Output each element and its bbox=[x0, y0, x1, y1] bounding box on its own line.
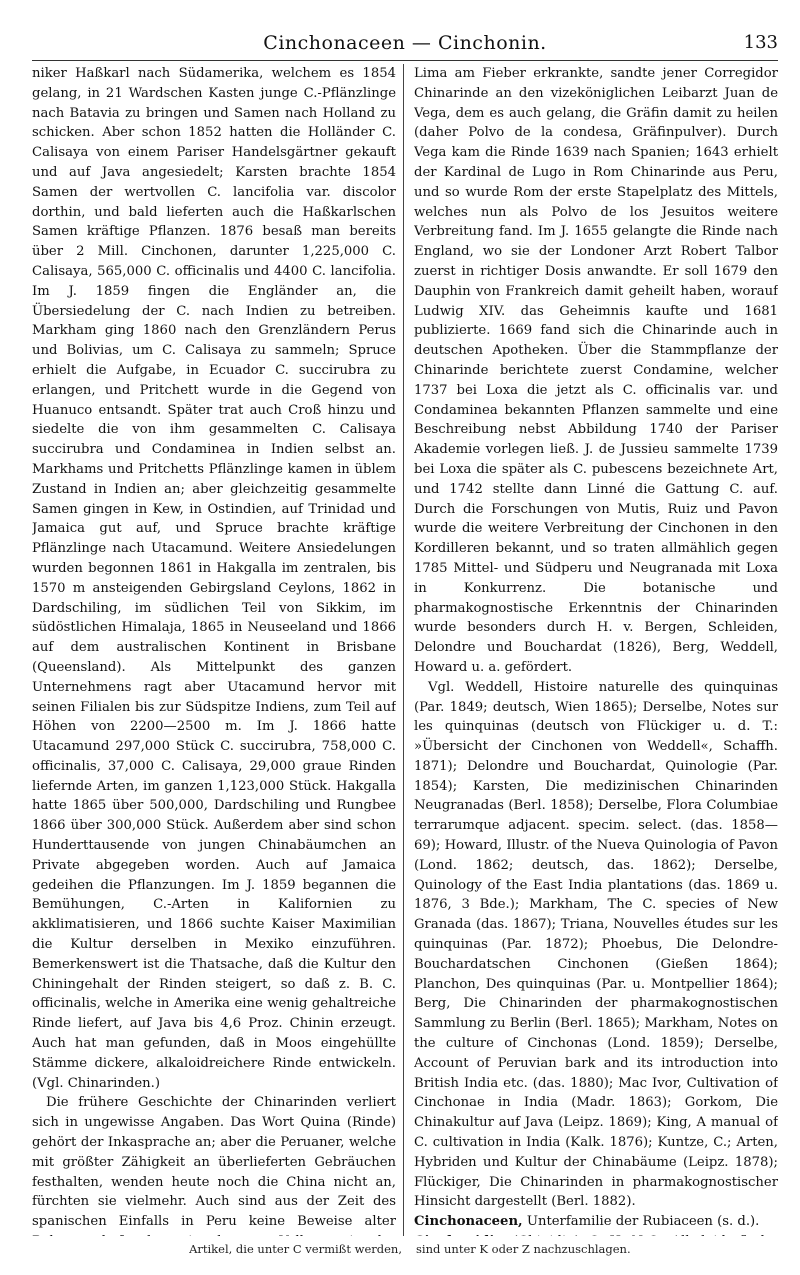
text-columns bbox=[32, 64, 778, 1236]
bibliography-paragraph: Vgl. Weddell, Histoire naturelle des quinquinas (Par. 1849; deutsch, Wien 1865); Derselbe, Notes sur les quinquinas (deutsch von Flückiger u. d. T.: »Übersicht der Cinchonen von Weddell«, Schaffh. 1871); Delondre und Bouchardat, Quinologie (Par. 1854); Karsten, Die medizinischen Chinarinden Neugranadas (Berl. 1858); Derselbe, Flora Columbiae terrarumque adjacent. specim. select. (das. 1858—69); Howard, Illustr. of the Nueva Quinologia of Pavon (Lond. 1862; deutsch, das. 1862); Derselbe, Quinology of the East India plantations (das. 1869 u. 1876, 3 Bde.); Markham, The C. species of New Granada (das. 1867); Triana, Nouvelles études sur les quinquinas (Par. 1872); Phoebus, Die Delondre-Bouchardatschen Cinchonen (Gießen 1864); Planchon, Des quinquinas (Par. u. Montpellier 1864); Berg, Die Chinarinden der pharmakognostischen Sammlung zu Berlin (Berl. 1865); Markham, Notes on the culture of Cinchonas (Lond. 1859); Derselbe, Account of Peruvian bark and its introduction into British India etc. (das. 1880); Mac Ivor, Cultivation of Cinchonae in India (Madr. 1863); Gorkom, Die Chinakultur auf Java (Leipz. 1869); King, A manual of C. cultivation in India (Kalk. 1876); Kuntze, C.; Arten, Hybriden und Kultur der Chinabäume (Leipz. 1878); Flückiger, Die Chinarinden in pharmakognostischer Hinsicht dargestellt (Berl. 1882). bbox=[414, 679, 778, 1210]
right-column bbox=[414, 64, 778, 1236]
running-title: Cinchonaceen — Cinchonin. bbox=[263, 32, 547, 54]
paragraph: Die frühere Geschichte der Chinarinden verliert sich in ungewisse Angaben. Das Wort Quina (Rinde) gehört der Inkasprache an; aber die Peruaner, welche mit größter Zähigkeit an überlieferten Gebräuchen festhalten, wenden heute noch die China nicht an, fürchten sie vielmehr. Auch sind aus der Zeit des spanischen Einfalls in Peru keine Beweise alter bbox=[32, 1095, 396, 1230]
entry-text: Unterfamilie der Rubiaceen (s. d.). bbox=[522, 1214, 760, 1230]
dictionary-entry bbox=[414, 1212, 778, 1232]
page-number: 133 bbox=[743, 32, 778, 53]
entry-headword bbox=[414, 1234, 504, 1236]
column-divider bbox=[403, 64, 404, 1236]
footer-note-right: sind unter K oder Z nachzuschlagen. bbox=[416, 1242, 631, 1256]
paragraph: niker Haßkarl nach Südamerika, welchem es 1854 gelang, in 21 Wardschen Kasten junge C.-Pflänzlinge nach Batavia zu bringen und Samen nach Holland zu schicken. Aber schon 1852 hatten die Holländer C. Calisaya von einem Pariser Handelsgärtner gekauft und auf Java angesiedelt; Karsten brachte 1854 Samen der wertvollen C. lancifolia var. discolor dorthin, und bald lieferten auch die Haßkarlschen Samen kräftige Pflanzen. 1876 besaß man bereits über 2 Mill. Cinchonen, darunter 1,225,000 C. Calisaya, 565,000 C. officinalis und 4400 C. lancifolia. Im J. 1859 fingen die Engländer an, die Übersiedelung der C. nach Indien zu betreiben. Markham ging 1860 nach den Grenzländern Perus und Bolivias, um C. Calisaya zu sammeln; Spruce erhielt die Aufgabe, in Ecuador C. succirubra zu erlangen, und Pritchett wurde in die Gegend von Huanuco entsandt. Später trat auch Croß hinzu und siedelte die von ihm gesammelten C. Calisaya succirubra und Condaminea in Indien selbst an. Markhams und Pritchetts Pflänzlinge kamen in üblem Zustand in Indien an; aber gleichzeitig gesammelte Samen gingen in Kew, in Ostindien, auf Trinidad und Jamaica gut auf, und Spruce brachte kräftige Pflänzlinge nach Utacamund. Weitere Ansiedelungen wurden begonnen 1861 in Hakgalla im zentralen, bis 1570 m ansteigenden Gebirgsland Ceylons, 1862 in Dardschiling, im südlichen Teil von Sikkim, im südöstlichen Himalaja, 1865 in Neuseeland und 1866 auf dem australischen Kontinent in Brisbane (Queensland). Als Mittelpunkt des ganzen Unternehmens ragt aber Utacamund hervor mit seinen Filialen bis zur Südspitze Indiens, zum Teil auf Höhen von 2200—2500 m. Im J. 1866 hatte Utacamund 297,000 Stück C. succirubra, 758,000 C. officinalis, 37,000 C. Calisaya, 29,000 graue Rinden liefernde Arten, im ganzen 1,123,000 Stück. Hakgalla hatte 1865 über 500,000, Dardschiling und Rungbee 1866 über 300,000 Stück. Außerdem aber sind schon Hunderttausende von jungen Chinabäumchen an Private abgegeben worden. Auch auf Jamaica gedeihen die Pflanzungen. Im J. 1859 begannen die Bemühungen, C.-Arten in Kalifornien zu akklimatisieren, und 1866 suchte Kaiser Maximilian die Kultur derselben in Mexiko einzuführen. Bemerkenswert ist die Thatsache, daß die Kultur den Chiningehalt der Rinden steigert, so daß z. B. C. officinalis, welche in Amerika eine wenig gehaltreiche Rinde liefert, auf Java bis 4,6 Proz. Chinin erzeugt. Auch hat man gefunden, daß in Moos eingehüllte Stämme dickere, alkaloidreichere Rinde entwickeln. (Vgl. Chinarinden.) bbox=[32, 66, 396, 1091]
page-footer bbox=[32, 1242, 778, 1264]
entry-headword: Cinchonaceen, bbox=[414, 1214, 523, 1230]
dictionary-entry bbox=[414, 1232, 778, 1236]
paragraph: Lima am Fieber erkrankte, sandte jener Corregidor Chinarinde an den vizeköniglichen Leibarzt Juan de Vega, dem es auch gelang, die Gräfin damit zu heilen (daher Polvo de la condesa, Gräfinpulver). Durch Vega kam die Rinde 1639 nach Spanien; 1643 erhielt der Kardinal de Lugo in Rom Chinarinde aus Peru, und so wurde Rom der erste Stapelplatz des Mittels, welches nun als Polvo de los Jesuitos weitere Verbreitung fand. Im J. 1655 gelangte die Rinde nach England, wo sie der Londoner Arzt Robert Talbor zuerst in richtiger Dosis anwandte. Er soll 1679 den Dauphin von Frankreich damit geheilt haben, worauf Ludwig XIV. das Geheimnis kaufte und 1681 publizierte. 1669 fand sich die Chinarinde auch in deutschen Apotheken. Über die Stammpflanze der Chinarinde berichtete zuerst Condamine, welcher 1737 bei Loxa die jetzt als C. officinalis var. und Condaminea bekannten Pflanzen sammelte und eine Beschreibung nebst Abbildung 1740 der Pariser Akademie vorlegen ließ. J. de Jussieu sammelte 1739 bei Loxa die später als C. pubescens bezeichnete Art, und 1742 stellte dann Linné die Gattung C. auf. Durch die Forschungen von Mutis, Ruiz und Pavon wurde die weitere Verbreitung der Cinchonen in den Kordilleren bekannt, und so traten allmählich gegen 1785 Mittel- und Südperu und Neugranada mit Loxa in Konkurrenz. Die botanische und pharmakognostische Erkenntnis der Chinarinden wurde besonders durch H. v. Bergen, Schleiden, Delondre und Bouchardat (1826), Berg, Weddell, Howard u. a. gefördert. bbox=[414, 66, 778, 675]
left-column bbox=[32, 64, 396, 1236]
footer-note-left: Artikel, die unter C vermißt werden, bbox=[189, 1242, 402, 1256]
page-header bbox=[32, 28, 778, 61]
